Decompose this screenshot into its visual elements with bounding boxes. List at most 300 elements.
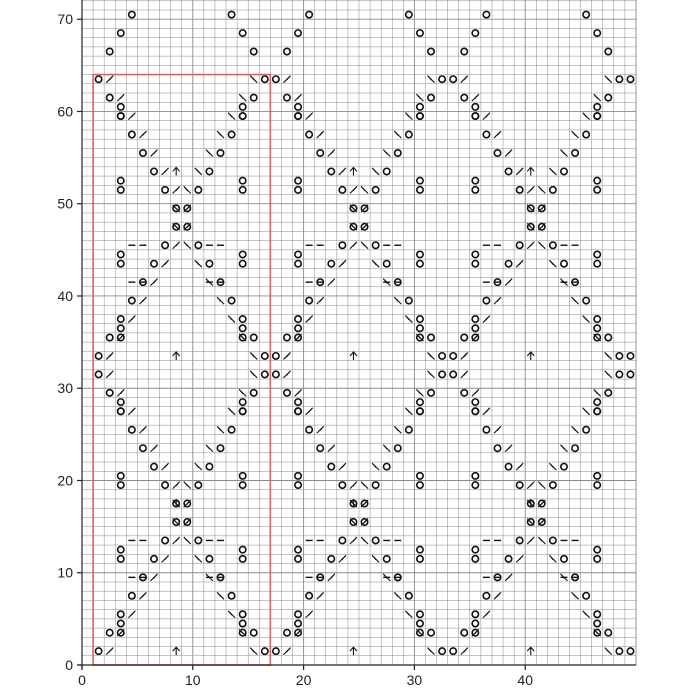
yarn-over-symbol xyxy=(228,11,234,17)
ssk-symbol xyxy=(472,94,479,101)
yarn-over-symbol xyxy=(583,11,589,17)
ssk-symbol xyxy=(128,611,135,618)
yarn-over-symbol xyxy=(406,11,412,17)
yarn-over-symbol xyxy=(284,390,290,396)
yarn-over-symbol xyxy=(239,104,245,110)
yarn-over-symbol xyxy=(217,445,223,451)
k2tog-symbol xyxy=(583,408,590,415)
k2tog-symbol xyxy=(184,482,191,489)
yarn-over-symbol xyxy=(107,94,113,100)
y-tick-label: 60 xyxy=(57,103,73,120)
yarn-over-symbol xyxy=(295,408,301,414)
yarn-over-symbol xyxy=(306,11,312,17)
yarn-over-symbol xyxy=(417,473,423,479)
ssk-symbol xyxy=(306,113,313,120)
yarn-over-symbol xyxy=(118,104,124,110)
k2tog-symbol xyxy=(572,426,579,433)
double-decrease-symbol xyxy=(173,352,180,360)
yarn-over-symbol xyxy=(129,427,135,433)
yarn-over-symbol xyxy=(550,242,556,248)
k2tog-symbol xyxy=(361,186,368,193)
yarn-over-symbol xyxy=(461,48,467,54)
k2tog-symbol xyxy=(250,648,257,655)
k2tog-symbol xyxy=(372,555,379,562)
yarn-over-symbol xyxy=(295,251,301,257)
yarn-over-symbol xyxy=(594,408,600,414)
yarn-over-symbol xyxy=(118,611,124,617)
yarn-over-symbol xyxy=(95,648,101,654)
k2tog-symbol xyxy=(228,113,235,120)
ssk-symbol xyxy=(516,168,523,175)
ssk-symbol xyxy=(350,186,357,193)
yarn-over-symbol xyxy=(483,593,489,599)
yarn-over-symbol xyxy=(228,593,234,599)
yarn-over-symbol xyxy=(450,371,456,377)
ssk-symbol xyxy=(162,555,169,562)
yarn-over-symbol xyxy=(118,187,124,193)
yarn-over-symbol xyxy=(206,556,212,562)
yarn-over-symbol xyxy=(594,399,600,405)
yarn-over-symbol xyxy=(395,445,401,451)
yarn-over-symbol xyxy=(417,620,423,626)
ssk-symbol xyxy=(128,113,135,120)
yarn-over-symbol xyxy=(483,427,489,433)
y-tick-label: 0 xyxy=(65,657,73,673)
k2tog-symbol xyxy=(217,592,224,599)
axes xyxy=(57,0,636,688)
yarn-over-symbol xyxy=(118,546,124,552)
yarn-over-symbol xyxy=(406,427,412,433)
k2tog-symbol xyxy=(605,648,612,655)
yarn-over-symbol xyxy=(627,76,633,82)
k2tog-symbol xyxy=(538,186,545,193)
ssk-symbol xyxy=(328,279,335,286)
yarn-over-symbol xyxy=(594,316,600,322)
yarn-over-symbol xyxy=(417,260,423,266)
yarn-over-symbol xyxy=(295,482,301,488)
k2tog-symbol xyxy=(394,297,401,304)
ssk-symbol xyxy=(283,371,290,378)
k2tog-symbol xyxy=(583,113,590,120)
ssk-symbol xyxy=(317,131,324,138)
ssk-symbol xyxy=(494,131,501,138)
yarn-over-symbol xyxy=(239,177,245,183)
ssk-symbol xyxy=(339,260,346,267)
yarn-over-symbol xyxy=(461,334,467,340)
k2tog-symbol xyxy=(560,445,567,452)
yarn-over-symbol xyxy=(594,611,600,617)
yarn-over-symbol xyxy=(594,325,600,331)
ssk-symbol xyxy=(516,463,523,470)
ssk-symbol xyxy=(151,149,158,156)
yarn-over-symbol xyxy=(239,482,245,488)
yarn-over-symbol xyxy=(118,482,124,488)
yarn-over-symbol xyxy=(472,546,478,552)
yarn-over-symbol xyxy=(118,260,124,266)
ssk-symbol xyxy=(483,113,490,120)
yarn-over-symbol xyxy=(594,187,600,193)
yarn-over-symbol xyxy=(95,76,101,82)
x-tick-label: 40 xyxy=(517,672,533,688)
yarn-over-symbol xyxy=(627,648,633,654)
yarn-over-symbol xyxy=(483,131,489,137)
yarn-over-symbol xyxy=(328,260,334,266)
yarn-over-symbol xyxy=(239,611,245,617)
yarn-over-symbol xyxy=(195,187,201,193)
k2tog-symbol xyxy=(239,94,246,101)
yarn-over-symbol xyxy=(472,556,478,562)
yarn-over-symbol xyxy=(262,353,268,359)
yarn-over-symbol xyxy=(472,187,478,193)
ssk-symbol xyxy=(139,131,146,138)
yarn-over-symbol xyxy=(417,482,423,488)
k2tog-symbol xyxy=(250,371,257,378)
yarn-over-symbol xyxy=(162,187,168,193)
k2tog-symbol xyxy=(217,426,224,433)
yarn-over-symbol xyxy=(594,546,600,552)
yarn-over-symbol xyxy=(295,260,301,266)
yarn-over-symbol xyxy=(428,48,434,54)
ssk-symbol xyxy=(527,537,534,544)
k2tog-symbol xyxy=(195,260,202,267)
k2tog-symbol xyxy=(572,297,579,304)
ssk-symbol xyxy=(106,352,113,359)
yarn-over-symbol xyxy=(417,113,423,119)
ssk-symbol xyxy=(505,149,512,156)
yarn-over-symbol xyxy=(107,630,113,636)
yarn-over-symbol xyxy=(239,408,245,414)
yarn-over-symbol xyxy=(273,648,279,654)
yarn-over-symbol xyxy=(627,353,633,359)
yarn-over-symbol xyxy=(339,482,345,488)
yarn-over-symbol xyxy=(505,556,511,562)
ssk-symbol xyxy=(151,574,158,581)
yarn-over-symbol xyxy=(472,408,478,414)
yarn-over-symbol xyxy=(273,371,279,377)
ssk-symbol xyxy=(339,555,346,562)
k2tog-symbol xyxy=(195,463,202,470)
yarn-over-symbol xyxy=(428,334,434,340)
yarn-over-symbol xyxy=(239,30,245,36)
k2tog-symbol xyxy=(405,316,412,323)
yarn-over-symbol xyxy=(295,187,301,193)
y-tick-label: 70 xyxy=(57,11,73,28)
yarn-over-symbol xyxy=(494,445,500,451)
yarn-over-symbol xyxy=(295,473,301,479)
ssk-symbol xyxy=(317,426,324,433)
yarn-over-symbol xyxy=(228,131,234,137)
yarn-over-symbol xyxy=(295,620,301,626)
k2tog-symbol xyxy=(405,611,412,618)
ssk-symbol xyxy=(173,482,180,489)
yarn-over-symbol xyxy=(417,104,423,110)
yarn-over-symbol xyxy=(417,316,423,322)
k2tog-symbol xyxy=(416,389,423,396)
ssk-symbol xyxy=(128,316,135,323)
k2tog-symbol xyxy=(428,648,435,655)
ssk-symbol xyxy=(173,537,180,544)
k2tog-symbol xyxy=(605,76,612,83)
yarn-over-symbol xyxy=(516,537,522,543)
yarn-over-symbol xyxy=(262,648,268,654)
k2tog-symbol xyxy=(206,445,213,452)
ssk-symbol xyxy=(461,352,468,359)
k2tog-symbol xyxy=(195,168,202,175)
ssk-symbol xyxy=(350,482,357,489)
ssk-symbol xyxy=(350,537,357,544)
k2tog-symbol xyxy=(538,537,545,544)
yarn-over-symbol xyxy=(295,399,301,405)
yarn-over-symbol xyxy=(328,168,334,174)
yarn-over-symbol xyxy=(284,630,290,636)
yarn-over-symbol xyxy=(561,260,567,266)
yarn-over-symbol xyxy=(217,150,223,156)
yarn-over-symbol xyxy=(450,76,456,82)
yarn-over-symbol xyxy=(594,620,600,626)
ssk-symbol xyxy=(128,408,135,415)
k2tog-symbol xyxy=(217,297,224,304)
x-tick-label: 30 xyxy=(406,672,423,688)
yarn-over-symbol xyxy=(129,131,135,137)
yarn-over-symbol xyxy=(228,297,234,303)
k2tog-symbol xyxy=(605,352,612,359)
yarn-over-symbol xyxy=(583,427,589,433)
yarn-over-symbol xyxy=(239,251,245,257)
double-decrease-symbol xyxy=(527,647,534,655)
yarn-over-symbol xyxy=(417,187,423,193)
yarn-over-symbol xyxy=(151,463,157,469)
yarn-over-symbol xyxy=(550,537,556,543)
yarn-over-symbol xyxy=(239,556,245,562)
ssk-symbol xyxy=(139,592,146,599)
yarn-over-symbol xyxy=(239,316,245,322)
yarn-over-symbol xyxy=(273,76,279,82)
yarn-over-symbol xyxy=(516,482,522,488)
yarn-over-symbol xyxy=(472,177,478,183)
yarn-over-symbol xyxy=(417,399,423,405)
k2tog-symbol xyxy=(428,371,435,378)
ssk-symbol xyxy=(317,592,324,599)
yarn-over-symbol xyxy=(140,150,146,156)
ssk-symbol xyxy=(527,482,534,489)
ssk-symbol xyxy=(483,316,490,323)
yarn-over-symbol xyxy=(239,187,245,193)
k2tog-symbol xyxy=(405,113,412,120)
ssk-symbol xyxy=(162,260,169,267)
yarn-over-symbol xyxy=(461,390,467,396)
yarn-over-symbol xyxy=(239,113,245,119)
yarn-over-symbol xyxy=(95,371,101,377)
k2tog-symbol xyxy=(583,611,590,618)
k2tog-symbol xyxy=(361,537,368,544)
yarn-over-symbol xyxy=(162,482,168,488)
ssk-symbol xyxy=(306,611,313,618)
ssk-symbol xyxy=(151,445,158,452)
yarn-over-symbol xyxy=(439,371,445,377)
yarn-over-symbol xyxy=(239,620,245,626)
yarn-over-symbol xyxy=(461,630,467,636)
y-tick-label: 10 xyxy=(57,564,73,581)
k2tog-symbol xyxy=(383,445,390,452)
ssk-symbol xyxy=(494,297,501,304)
yarn-over-symbol xyxy=(107,334,113,340)
yarn-over-symbol xyxy=(284,48,290,54)
x-tick-label: 10 xyxy=(185,672,201,688)
ssk-symbol xyxy=(527,242,534,249)
ssk-symbol xyxy=(527,186,534,193)
yarn-over-symbol xyxy=(472,620,478,626)
yarn-over-symbol xyxy=(428,630,434,636)
ssk-symbol xyxy=(151,279,158,286)
k2tog-symbol xyxy=(605,371,612,378)
yarn-over-symbol xyxy=(95,353,101,359)
yarn-over-symbol xyxy=(384,556,390,562)
yarn-over-symbol xyxy=(339,537,345,543)
yarn-over-symbol xyxy=(306,427,312,433)
k2tog-symbol xyxy=(560,149,567,156)
k2tog-symbol xyxy=(594,389,601,396)
yarn-over-symbol xyxy=(118,30,124,36)
yarn-over-symbol xyxy=(372,537,378,543)
k2tog-symbol xyxy=(239,389,246,396)
k2tog-symbol xyxy=(250,76,257,83)
yarn-over-symbol xyxy=(239,325,245,331)
ssk-symbol xyxy=(483,408,490,415)
yarn-over-symbol xyxy=(295,113,301,119)
yarn-over-symbol xyxy=(118,251,124,257)
k2tog-symbol xyxy=(549,260,556,267)
k2tog-symbol xyxy=(572,592,579,599)
k2tog-symbol xyxy=(572,131,579,138)
yarn-over-symbol xyxy=(417,556,423,562)
yarn-over-symbol xyxy=(306,297,312,303)
yarn-over-symbol xyxy=(439,648,445,654)
double-decrease-symbol xyxy=(350,647,357,655)
yarn-over-symbol xyxy=(306,593,312,599)
ssk-symbol xyxy=(162,168,169,175)
yarn-over-symbol xyxy=(262,371,268,377)
yarn-over-symbol xyxy=(616,76,622,82)
k2tog-symbol xyxy=(416,94,423,101)
ssk-symbol xyxy=(283,648,290,655)
yarn-over-symbol xyxy=(140,445,146,451)
yarn-over-symbol xyxy=(118,325,124,331)
yarn-over-symbol xyxy=(561,168,567,174)
y-tick-label: 40 xyxy=(57,287,73,304)
double-decrease-symbol xyxy=(527,167,534,175)
yarn-over-symbol xyxy=(162,242,168,248)
ssk-symbol xyxy=(516,260,523,267)
ssk-symbol xyxy=(328,149,335,156)
yarn-over-symbol xyxy=(295,104,301,110)
k2tog-symbol xyxy=(195,555,202,562)
x-tick-label: 0 xyxy=(78,672,86,688)
yarn-over-symbol xyxy=(372,242,378,248)
yarn-over-symbol xyxy=(605,48,611,54)
yarn-over-symbol xyxy=(417,251,423,257)
yarn-over-symbol xyxy=(251,334,257,340)
yarn-over-symbol xyxy=(151,260,157,266)
yarn-over-symbol xyxy=(616,353,622,359)
yarn-over-symbol xyxy=(483,11,489,17)
yarn-over-symbol xyxy=(328,556,334,562)
yarn-over-symbol xyxy=(295,177,301,183)
yarn-over-symbol xyxy=(118,556,124,562)
yarn-over-symbol xyxy=(118,399,124,405)
k2tog-symbol xyxy=(372,463,379,470)
yarn-over-symbol xyxy=(583,593,589,599)
yarn-over-symbol xyxy=(605,390,611,396)
k2tog-symbol xyxy=(228,316,235,323)
ssk-symbol xyxy=(328,445,335,452)
yarn-over-symbol xyxy=(472,325,478,331)
yarn-over-symbol xyxy=(594,260,600,266)
ssk-symbol xyxy=(461,76,468,83)
k2tog-symbol xyxy=(549,168,556,175)
yarn-over-symbol xyxy=(439,76,445,82)
yarn-over-symbol xyxy=(129,297,135,303)
yarn-over-symbol xyxy=(284,94,290,100)
yarn-over-symbol xyxy=(107,390,113,396)
ssk-symbol xyxy=(461,371,468,378)
ssk-symbol xyxy=(317,297,324,304)
yarn-over-symbol xyxy=(450,353,456,359)
yarn-over-symbol xyxy=(472,473,478,479)
k2tog-symbol xyxy=(217,131,224,138)
yarn-over-symbol xyxy=(251,390,257,396)
yarn-over-symbol xyxy=(118,620,124,626)
yarn-over-symbol xyxy=(195,242,201,248)
yarn-over-symbol xyxy=(395,150,401,156)
yarn-over-symbol xyxy=(262,76,268,82)
yarn-over-symbol xyxy=(206,463,212,469)
ssk-symbol xyxy=(295,94,302,101)
yarn-over-symbol xyxy=(339,187,345,193)
k2tog-symbol xyxy=(394,592,401,599)
yarn-over-symbol xyxy=(616,371,622,377)
yarn-over-symbol xyxy=(494,150,500,156)
ssk-symbol xyxy=(505,445,512,452)
k2tog-symbol xyxy=(394,131,401,138)
k2tog-symbol xyxy=(394,426,401,433)
double-decrease-symbol xyxy=(350,167,357,175)
k2tog-symbol xyxy=(405,408,412,415)
yarn-over-symbol xyxy=(505,168,511,174)
yarn-over-symbol xyxy=(572,150,578,156)
ssk-symbol xyxy=(339,463,346,470)
k2tog-symbol xyxy=(361,482,368,489)
ssk-symbol xyxy=(106,371,113,378)
ssk-symbol xyxy=(173,186,180,193)
yarn-over-symbol xyxy=(406,297,412,303)
ssk-symbol xyxy=(494,426,501,433)
yarn-over-symbol xyxy=(472,260,478,266)
yarn-over-symbol xyxy=(251,630,257,636)
yarn-over-symbol xyxy=(317,445,323,451)
yarn-over-symbol xyxy=(483,297,489,303)
yarn-over-symbol xyxy=(295,30,301,36)
yarn-over-symbol xyxy=(372,482,378,488)
yarn-over-symbol xyxy=(472,316,478,322)
yarn-over-symbol xyxy=(118,473,124,479)
yarn-over-symbol xyxy=(561,463,567,469)
yarn-over-symbol xyxy=(428,390,434,396)
ssk-symbol xyxy=(139,426,146,433)
yarn-over-symbol xyxy=(228,427,234,433)
yarn-over-symbol xyxy=(239,260,245,266)
yarn-over-symbol xyxy=(605,94,611,100)
yarn-over-symbol xyxy=(107,48,113,54)
